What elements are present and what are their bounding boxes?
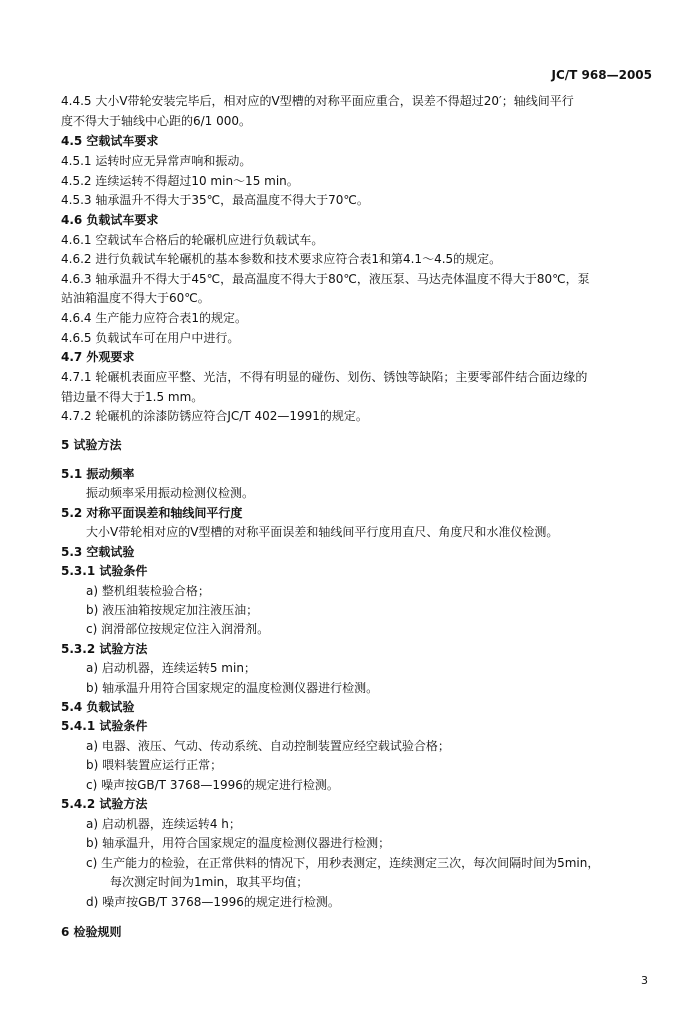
chapter-heading: 5 试验方法	[61, 438, 122, 452]
list-item: c) 生产能力的检验，在正常供料的情况下，用秒表测定，连续测定三次，每次间隔时间为5min，	[86, 856, 600, 870]
text-line: 每次测定时间为1min，取其平均值；	[110, 875, 309, 889]
list-item: d) 噪声按GB/T 3768—1996的规定进行检测。	[86, 895, 340, 909]
text-line: 4.6.5 负载试车可在用户中进行。	[61, 331, 240, 345]
text-line: 振动频率采用振动检测仪检测。	[86, 486, 255, 500]
list-item: c) 润滑部位按规定位注入润滑剂。	[86, 622, 270, 636]
section-heading: 5.3 空载试验	[61, 545, 135, 559]
list-item: a) 启动机器，连续运转4 h；	[86, 817, 241, 831]
subsection-heading: 5.3.1 试验条件	[61, 564, 148, 578]
text-line: 4.6.4 生产能力应符合表1的规定。	[61, 311, 247, 325]
section-heading: 5.2 对称平面误差和轴线间平行度	[61, 506, 243, 520]
subsection-heading: 5.4.1 试验条件	[61, 719, 148, 733]
list-item: b) 轴承温升，用符合国家规定的温度检测仪器进行检测；	[86, 836, 391, 850]
text-line: 4.5.1 运转时应无异常声响和振动。	[61, 154, 252, 168]
list-item: a) 启动机器，连续运转5 min；	[86, 661, 256, 675]
section-heading: 4.5 空载试车要求	[61, 134, 159, 148]
subsection-heading: 5.3.2 试验方法	[61, 642, 148, 656]
list-item: c) 噪声按GB/T 3768—1996的规定进行检测。	[86, 778, 339, 792]
text-line: 4.5.2 连续运转不得超过10 min～15 min。	[61, 174, 299, 188]
page-number: 3	[641, 974, 648, 987]
text-line: 大小V带轮相对应的V型槽的对称平面误差和轴线间平行度用直尺、角度尺和水准仪检测。	[86, 525, 559, 539]
text-line: 错边量不得大于1.5 mm。	[61, 390, 204, 404]
section-heading: 5.1 振动频率	[61, 467, 135, 481]
section-heading: 5.4 负载试验	[61, 700, 135, 714]
subsection-heading: 5.4.2 试验方法	[61, 797, 148, 811]
list-item: b) 液压油箱按规定加注液压油；	[86, 603, 259, 617]
text-line: 4.6.2 进行负载试车轮碾机的基本参数和技术要求应符合表1和第4.1～4.5的规定。	[61, 252, 502, 266]
text-line: 度不得大于轴线中心距的6/1 000。	[61, 114, 252, 128]
list-item: b) 轴承温升用符合国家规定的温度检测仪器进行检测。	[86, 681, 379, 695]
section-heading: 4.6 负载试车要求	[61, 213, 159, 227]
text-line: 4.5.3 轴承温升不得大于35℃，最高温度不得大于70℃。	[61, 193, 369, 207]
text-line: 站油箱温度不得大于60℃。	[61, 291, 210, 305]
section-heading: 4.7 外观要求	[61, 350, 135, 364]
text-line: 4.6.3 轴承温升不得大于45℃，最高温度不得大于80℃，液压泵、马达壳体温度不得大于80℃，泵	[61, 272, 590, 286]
list-item: b) 喂料装置应运行正常；	[86, 758, 223, 772]
text-line: 4.6.1 空载试车合格后的轮碾机应进行负载试车。	[61, 233, 324, 247]
chapter-heading: 6 检验规则	[61, 925, 122, 939]
list-item: a) 电器、液压、气动、传动系统、自动控制装置应经空载试验合格；	[86, 739, 450, 753]
standard-code-header: JC/T 968—2005	[551, 68, 652, 82]
text-line: 4.7.1 轮碾机表面应平整、光洁，不得有明显的碰伤、划伤、锈蚀等缺陷；主要零部件结合面边缘的	[61, 370, 588, 384]
text-line: 4.4.5 大小V带轮安装完毕后，相对应的V型槽的对称平面应重合，误差不得超过20′；轴线间平行	[61, 94, 574, 108]
list-item: a) 整机组装检验合格；	[86, 584, 210, 598]
text-line: 4.7.2 轮碾机的涂漆防锈应符合JC/T 402—1991的规定。	[61, 409, 368, 423]
